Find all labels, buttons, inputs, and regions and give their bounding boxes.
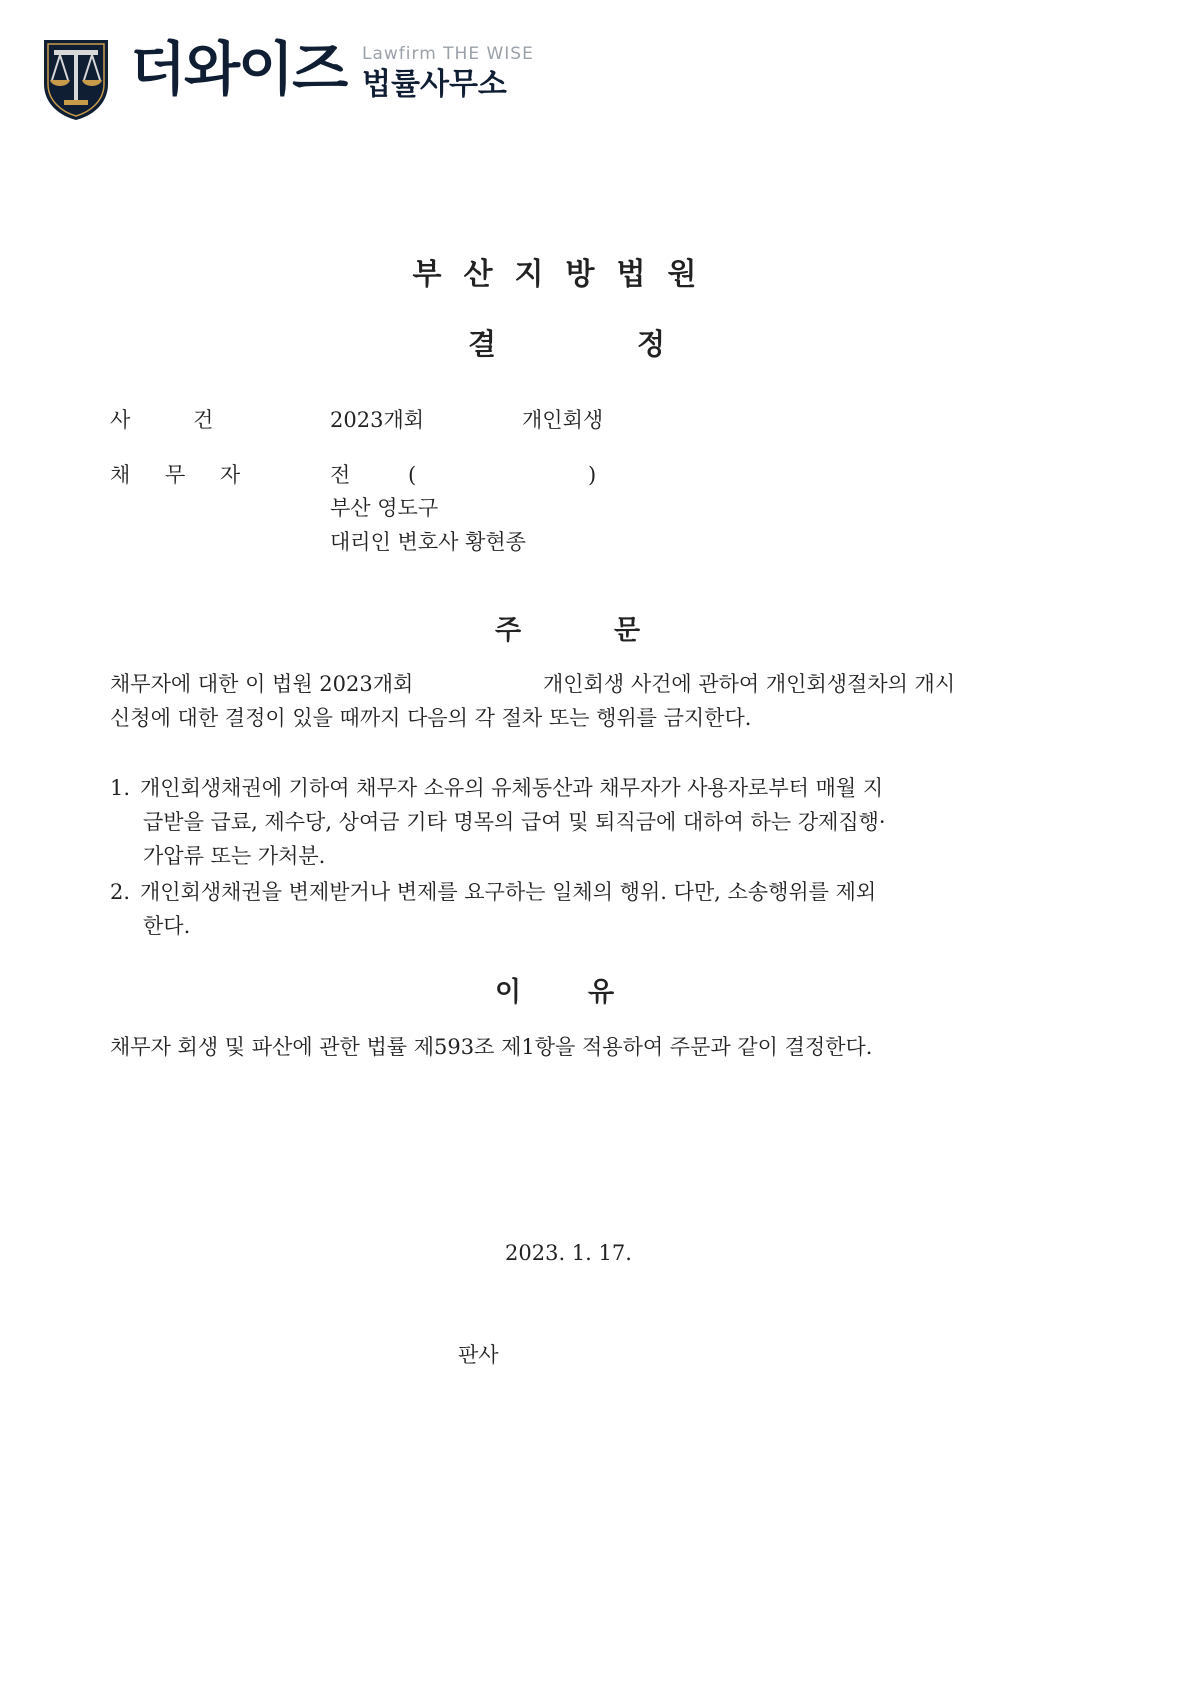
order-item-2-line2: 한다. <box>143 914 191 938</box>
law-firm-subtitle: 법률사무소 <box>362 67 507 102</box>
judge-label: 판사 <box>458 1343 499 1367</box>
debtor-address: 부산 영도구 <box>330 496 439 520</box>
reason-title-left: 이 <box>495 977 522 1008</box>
order-intro-line1-b: 개인회생 사건에 관하여 개인회생절차의 개시 <box>543 672 956 696</box>
order-intro-line2: 신청에 대한 결정이 있을 때까지 다음의 각 절차 또는 행위를 금지한다. <box>110 706 752 730</box>
case-type: 개인회생 <box>522 408 604 432</box>
order-intro-line1-a: 채무자에 대한 이 법원 2023개회 <box>110 672 414 696</box>
order-title-right: 문 <box>614 615 641 646</box>
law-firm-name: 더와이즈 <box>130 35 347 103</box>
scales-of-justice-icon <box>38 36 114 122</box>
doc-title-right: 정 <box>637 327 666 361</box>
reason-title-right: 유 <box>588 977 615 1008</box>
order-title-left: 주 <box>495 615 522 646</box>
debtor-id-paren-open: ( <box>408 463 417 487</box>
debtor-id-paren-close: ) <box>588 463 597 487</box>
court-name: 부산지방법원 <box>412 257 719 292</box>
case-number: 2023개회 <box>330 408 425 432</box>
debtor-label: 채 무 자 <box>110 463 241 487</box>
order-item-2-line1: 개인회생채권을 변제받거나 변제를 요구하는 일체의 행위. 다만, 소송행위를 제외 <box>140 880 877 904</box>
order-item-1-line1: 개인회생채권에 기하여 채무자 소유의 유체동산과 채무자가 사용자로부터 매월 지 <box>140 776 884 800</box>
order-item-1-num: 1. <box>110 776 131 800</box>
debtor-agent: 대리인 변호사 황현종 <box>330 530 526 554</box>
law-firm-name-english: Lawfirm THE WISE <box>362 44 534 64</box>
order-item-1-line3: 가압류 또는 가처분. <box>143 844 326 868</box>
doc-title-left: 결 <box>468 327 497 361</box>
case-label: 사 건 <box>110 408 214 432</box>
reason-text: 채무자 회생 및 파산에 관한 법률 제593조 제1항을 적용하여 주문과 같이 결정한다. <box>110 1035 873 1059</box>
debtor-name: 전 <box>330 463 351 487</box>
decision-date: 2023. 1. 17. <box>505 1241 632 1265</box>
order-item-1-line2: 급받을 급료, 제수당, 상여금 기타 명목의 급여 및 퇴직금에 대하여 하는 강제집행· <box>143 810 886 834</box>
law-firm-logo-emblem <box>38 36 114 122</box>
order-item-2-num: 2. <box>110 880 131 904</box>
